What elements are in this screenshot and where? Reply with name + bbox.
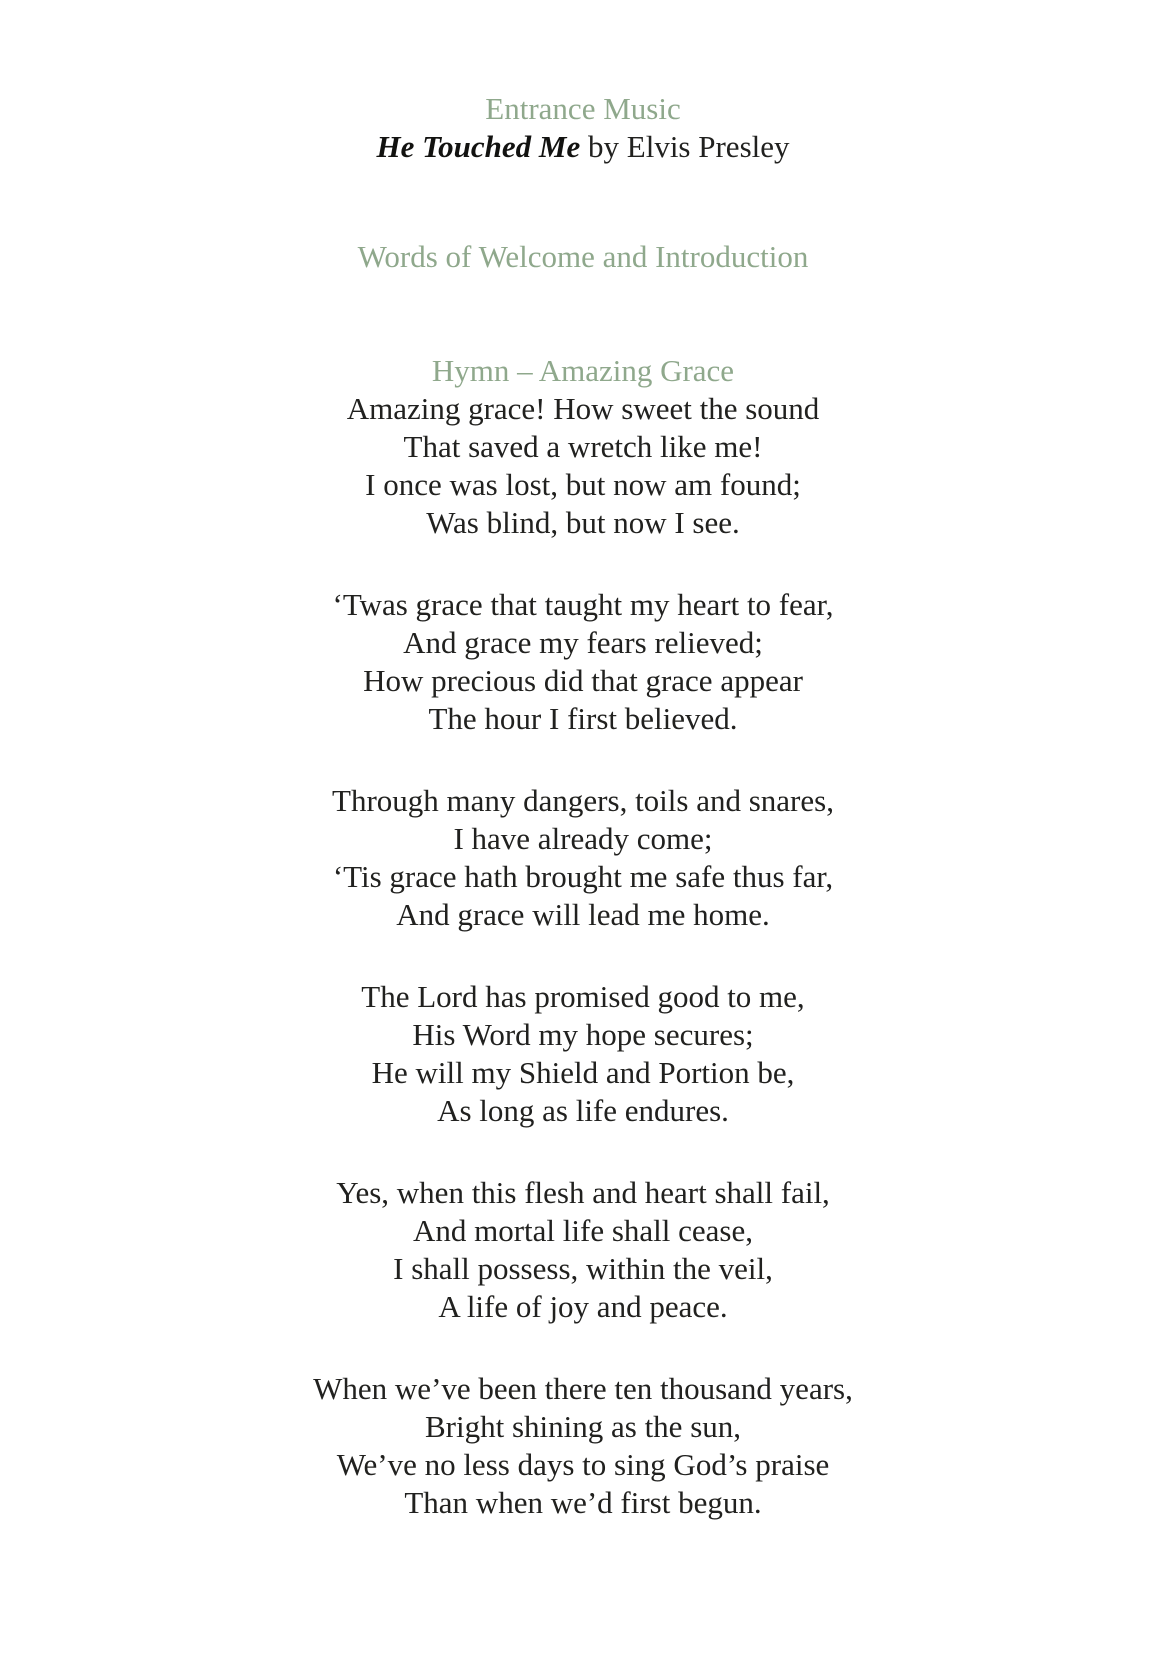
hymn-verse-6	[0, 1370, 1166, 1522]
hymn-line: Yes, when this flesh and heart shall fail,	[336, 1175, 830, 1210]
entrance-music-heading: Entrance Music	[485, 91, 681, 126]
hymn-line: We’ve no less days to sing God’s praise	[336, 1447, 830, 1482]
hymn-line: A life of joy and peace.	[438, 1289, 728, 1324]
hymn-line: And grace will lead me home.	[396, 897, 770, 932]
hymn-line: ‘Twas grace that taught my heart to fear,	[332, 587, 834, 622]
hymn-line: ‘Tis grace hath brought me safe thus far,	[332, 859, 834, 894]
hymn-line: The Lord has promised good to me,	[361, 979, 805, 1014]
hymn-verse-2	[0, 586, 1166, 738]
song-title: He Touched Me	[376, 129, 581, 164]
entrance-song-line	[0, 128, 1166, 166]
hymn-line: And grace my fears relieved;	[403, 625, 763, 660]
hymn-line: When we’ve been there ten thousand years,	[313, 1371, 853, 1406]
hymn-line: Was blind, but now I see.	[426, 505, 740, 540]
hymn-verse-4	[0, 978, 1166, 1130]
hymn-line: As long as life endures.	[437, 1093, 729, 1128]
hymn-line: Amazing grace! How sweet the sound	[346, 391, 820, 426]
hymn-line: The hour I first believed.	[428, 701, 738, 736]
hymn-line: His Word my hope secures;	[412, 1017, 754, 1052]
hymn-line: I shall possess, within the veil,	[393, 1251, 773, 1286]
hymn-line: Bright shining as the sun,	[424, 1409, 742, 1444]
hymn-line: I once was lost, but now am found;	[365, 467, 801, 502]
words-of-welcome-heading: Words of Welcome and Introduction	[357, 239, 809, 274]
hymn-line: How precious did that grace appear	[363, 663, 803, 698]
hymn-verse-3	[0, 782, 1166, 934]
hymn-line: Through many dangers, toils and snares,	[332, 783, 834, 818]
hymn-line: I have already come;	[453, 821, 713, 856]
hymn-verse-5	[0, 1174, 1166, 1326]
hymn-line: That saved a wretch like me!	[403, 429, 763, 464]
hymn-line: He will my Shield and Portion be,	[371, 1055, 795, 1090]
hymn-line: And mortal life shall cease,	[412, 1213, 754, 1248]
hymn-line: Than when we’d first begun.	[404, 1485, 762, 1520]
song-credit: by Elvis Presley	[580, 129, 790, 164]
hymn-heading: Hymn – Amazing Grace	[431, 353, 735, 388]
hymn-verse-1	[0, 390, 1166, 542]
